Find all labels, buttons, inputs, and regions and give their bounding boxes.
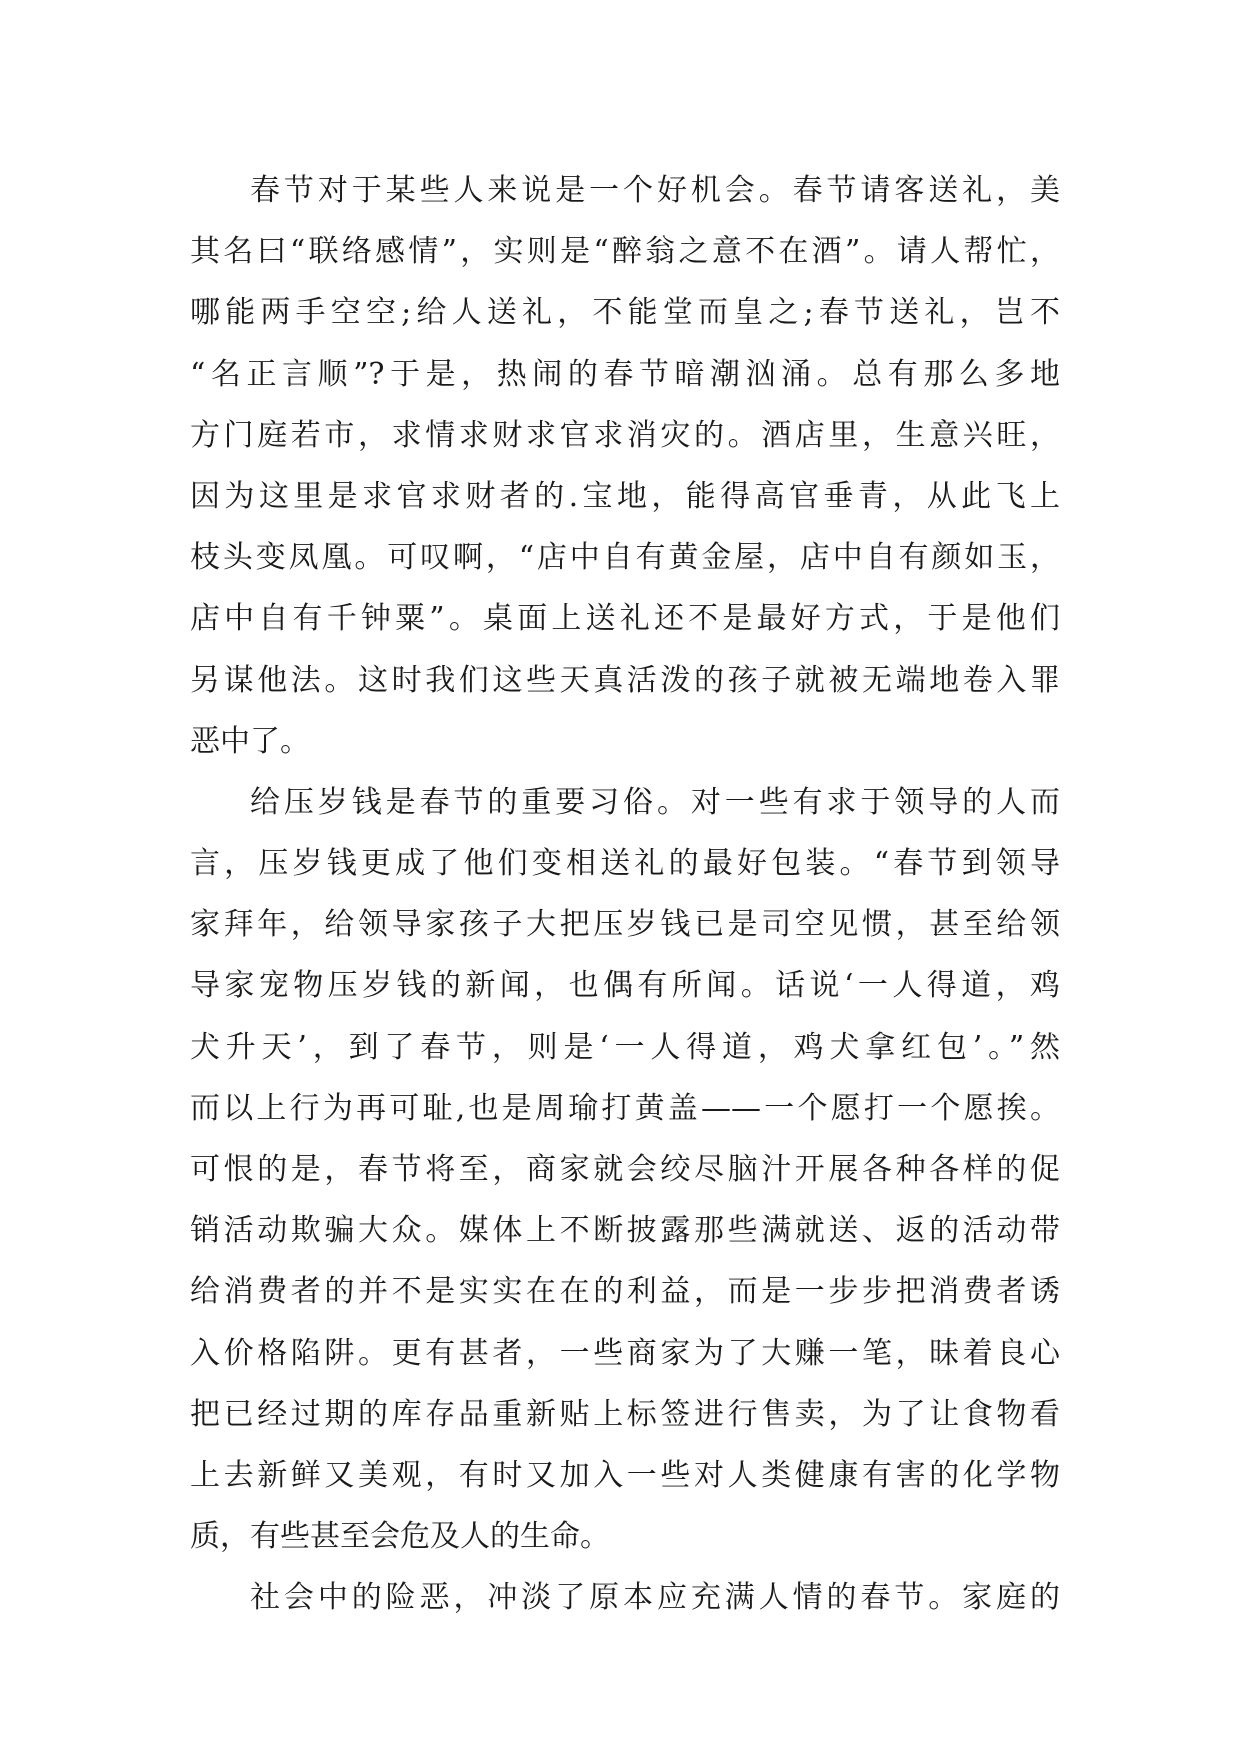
text-line: 店中自有千钟粟”。桌面上送礼还不是最好方式，于是他们: [190, 601, 1060, 637]
text-line: 销活动欺骗大众。媒体上不断披露那些满就送、返的活动带: [190, 1213, 1060, 1249]
text-line: 哪能两手空空;给人送礼，不能堂而皇之;春节送礼，岂不: [190, 295, 1060, 331]
text-line: “名正言顺”?于是，热闹的春节暗潮汹涌。总有那么多地: [190, 356, 1060, 392]
text-line: 春节对于某些人来说是一个好机会。春节请客送礼，美: [250, 173, 1060, 208]
text-line: 枝头变凤凰。可叹啊，“店中自有黄金屋，店中自有颜如玉，: [190, 540, 1060, 576]
text-line: 恶中了。: [190, 723, 310, 759]
text-line: 质，有些甚至会危及人的生命。: [190, 1519, 610, 1555]
text-line: 言，压岁钱更成了他们变相送礼的最好包装。“春节到领导: [190, 846, 1060, 882]
text-line: 家拜年，给领导家孩子大把压岁钱已是司空见惯，甚至给领: [190, 907, 1060, 943]
text-line: 因为这里是求官求财者的.宝地，能得高官垂青，从此飞上: [190, 478, 1060, 514]
text-line: 导家宠物压岁钱的新闻，也偶有所闻。话说‘一人得道，鸡: [190, 968, 1060, 1004]
text-line: 而以上行为再可耻,也是周瑜打黄盖——一个愿打一个愿挨。: [190, 1090, 1060, 1126]
text-line: 其名曰“联络感情”，实则是“醉翁之意不在酒”。请人帮忙，: [190, 234, 1060, 270]
text-line: 给消费者的并不是实实在在的利益，而是一步步把消费者诱: [190, 1274, 1060, 1310]
text-line: 给压岁钱是春节的重要习俗。对一些有求于领导的人而: [250, 784, 1060, 820]
text-line: 社会中的险恶，冲淡了原本应充满人情的春节。家庭的: [250, 1580, 1060, 1616]
text-line: 可恨的是，春节将至，商家就会绞尽脑汁开展各种各样的促: [190, 1152, 1060, 1187]
body-text: [190, 160, 1060, 1629]
text-line: 上去新鲜又美观，有时又加入一些对人类健康有害的化学物: [190, 1457, 1060, 1493]
text-line: 把已经过期的库存品重新贴上标签进行售卖，为了让食物看: [190, 1396, 1060, 1432]
text-line: 犬升天’，到了春节，则是‘一人得道，鸡犬拿红包’。”然: [190, 1029, 1060, 1065]
text-line: 另谋他法。这时我们这些天真活泼的孩子就被无端地卷入罪: [190, 662, 1060, 698]
text-line: 方门庭若市，求情求财求官求消灾的。酒店里，生意兴旺，: [190, 417, 1060, 453]
text-line: 入价格陷阱。更有甚者，一些商家为了大赚一笔，昧着良心: [190, 1335, 1060, 1371]
